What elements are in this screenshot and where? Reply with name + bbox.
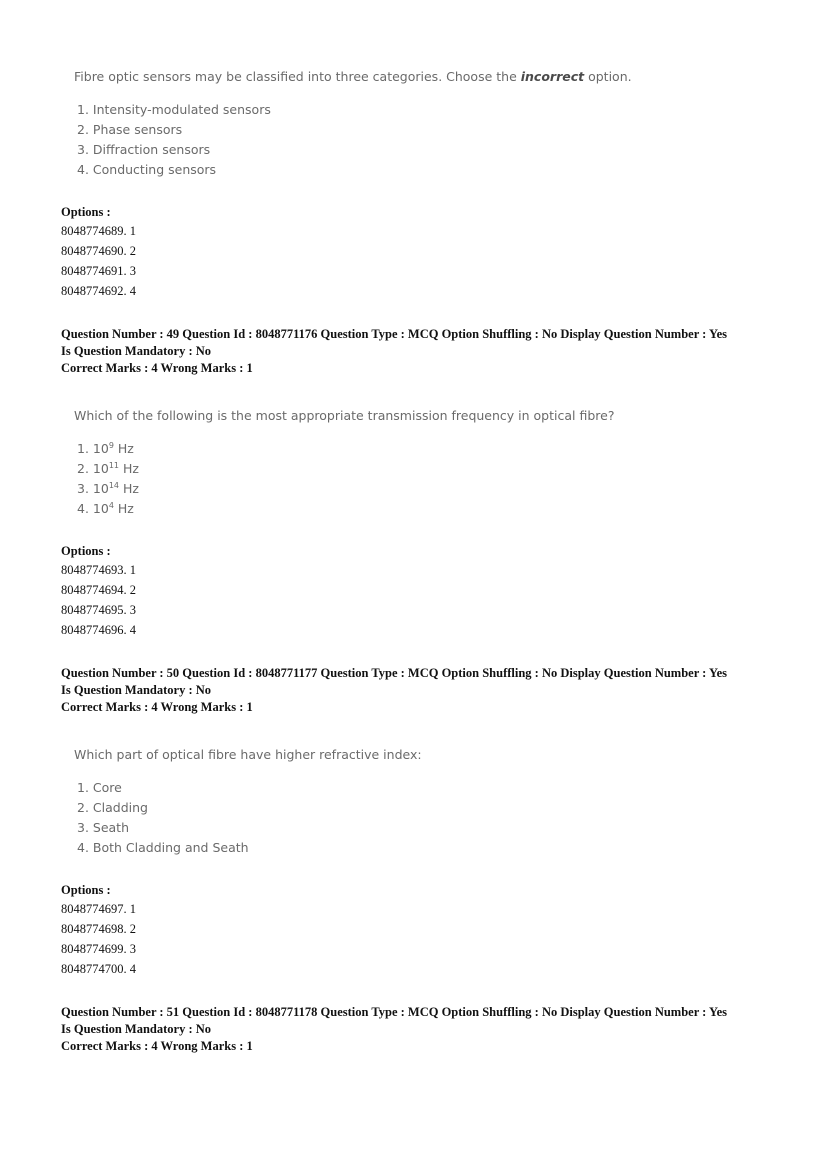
choice-item: 4. $10^4$ Hz [77, 500, 134, 516]
mandatory-line: Is Question Mandatory : No [61, 1022, 212, 1036]
option-row: 8048774696. 4 [61, 623, 136, 637]
question-50-meta [61, 665, 781, 716]
options-label: Options : [61, 883, 111, 897]
mandatory-line: Is Question Mandatory : No [61, 344, 212, 358]
option-row: 8048774693. 1 [61, 563, 136, 577]
option-row: 8048774700. 4 [61, 962, 136, 976]
options-label: Options : [61, 544, 111, 558]
option-row: 8048774695. 3 [61, 603, 136, 617]
choice-item: 1. Core [77, 780, 122, 795]
question-50-options [61, 881, 136, 979]
choice-item: 3. Seath [77, 820, 130, 835]
option-row: 8048774694. 2 [61, 583, 136, 597]
question-51-meta [61, 1004, 781, 1055]
choice-item: 2. $10^{11}$ Hz [77, 460, 139, 476]
choice-item: 3. Diffraction sensors [77, 142, 211, 157]
choice-item: 4. Both Cladding and Seath [77, 840, 249, 855]
question-meta-line: Question Number : 50 Question Id : 8048771177 Question Type : MCQ Option Shuffling : No Display Question Number : Yes [61, 666, 728, 680]
question-50-choices [74, 778, 422, 858]
mandatory-line: Is Question Mandatory : No [61, 683, 212, 697]
option-row: 8048774691. 3 [61, 264, 136, 278]
marks-line: Correct Marks : 4 Wrong Marks : 1 [61, 1039, 253, 1053]
question-48-choices [74, 100, 632, 180]
question-49-choices [74, 439, 614, 519]
option-row: 8048774690. 2 [61, 244, 136, 258]
option-row: 8048774699. 3 [61, 942, 136, 956]
question-48-stem: Fibre optic sensors may be classified into three categories. Choose the incorrect option. [74, 69, 632, 84]
question-meta-line: Question Number : 49 Question Id : 8048771176 Question Type : MCQ Option Shuffling : No Display Question Number : Yes [61, 327, 728, 341]
incorrect-emphasis: incorrect [520, 69, 585, 84]
question-48-options [61, 203, 136, 301]
choice-item: 1. $10^9$ Hz [77, 440, 134, 456]
option-row: 8048774689. 1 [61, 224, 136, 238]
choice-item: 1. Intensity-modulated sensors [77, 102, 271, 117]
question-meta-line: Question Number : 51 Question Id : 8048771178 Question Type : MCQ Option Shuffling : No Display Question Number : Yes [61, 1005, 728, 1019]
question-48-image [74, 69, 632, 180]
question-49-image [74, 408, 614, 519]
question-49-options [61, 542, 136, 640]
option-row: 8048774697. 1 [61, 902, 136, 916]
choice-item: 3. $10^{14}$ Hz [77, 480, 139, 496]
marks-line: Correct Marks : 4 Wrong Marks : 1 [61, 700, 253, 714]
option-row: 8048774698. 2 [61, 922, 136, 936]
question-49-stem: Which of the following is the most appropriate transmission frequency in optical fibre? [74, 408, 615, 423]
choice-item: 2. Cladding [77, 800, 148, 815]
choice-item: 4. Conducting sensors [77, 162, 217, 177]
question-50-image [74, 747, 422, 858]
option-row: 8048774692. 4 [61, 284, 136, 298]
options-label: Options : [61, 205, 111, 219]
choice-item: 2. Phase sensors [77, 122, 183, 137]
marks-line: Correct Marks : 4 Wrong Marks : 1 [61, 361, 253, 375]
question-50-stem: Which part of optical fibre have higher refractive index: [74, 747, 422, 762]
question-49-meta [61, 326, 781, 377]
